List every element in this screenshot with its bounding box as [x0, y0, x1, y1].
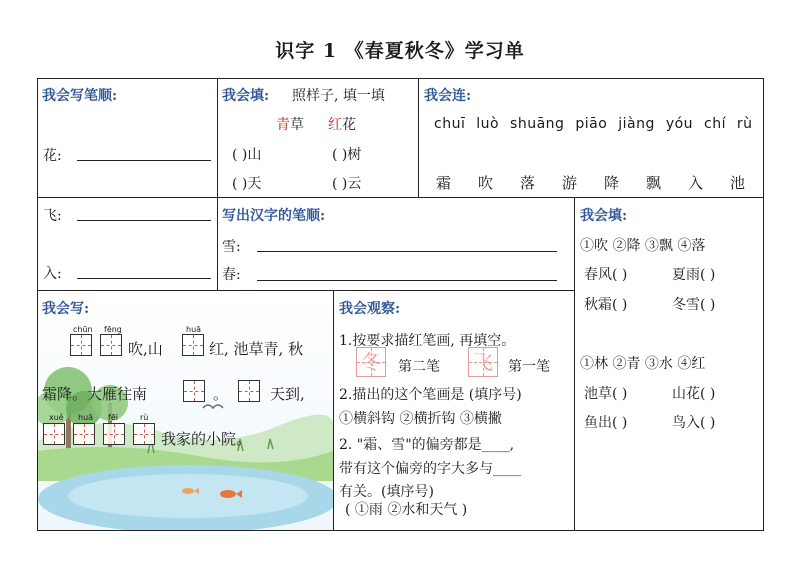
trace-box[interactable] [356, 347, 386, 377]
grid-line [217, 197, 418, 198]
example-word [328, 114, 356, 134]
fill-right-heading: 我会填: [580, 208, 628, 224]
pinyin-label: huā [186, 325, 202, 334]
connect-char[interactable]: 飘 [646, 174, 662, 192]
writing-box[interactable] [70, 334, 92, 356]
writing-box[interactable] [183, 380, 205, 402]
answer-line[interactable] [257, 251, 557, 252]
connect-char[interactable]: 游 [562, 174, 578, 192]
sentence-text: 吹,山 [128, 340, 163, 358]
fill-blank[interactable]: 春风( ) [584, 267, 628, 283]
stroke-item-label: 入: [43, 266, 62, 282]
connect-char[interactable]: 吹 [478, 174, 494, 192]
fill-blank[interactable]: 鸟入( ) [672, 415, 716, 431]
fill-blank[interactable]: 秋霜( ) [584, 297, 628, 313]
answer-line[interactable] [77, 278, 211, 279]
options-row: ①吹 ②降 ③飘 ④落 [580, 238, 706, 254]
pinyin-label: fēng [104, 325, 122, 334]
example-char: 草 [290, 117, 304, 133]
fill-blank[interactable]: ( )云 [332, 176, 362, 192]
grid-line [574, 197, 575, 531]
pinyin-label: chūn [73, 325, 93, 334]
connect-heading: 我会连: [424, 88, 472, 104]
connect-char-row [436, 172, 750, 193]
fill-blank[interactable]: 池草( ) [584, 386, 628, 402]
connect-char[interactable]: 池 [730, 174, 746, 192]
stroke-item-label: 飞: [43, 208, 62, 224]
grid-line [333, 290, 334, 531]
answer-line[interactable] [77, 220, 211, 221]
stroke-order-heading: 写出汉字的笔顺: [222, 208, 326, 224]
observe-heading: 我会观察: [339, 301, 401, 317]
sentence-text: 霜降。大雁往南 [42, 385, 148, 403]
example-red-char: 青 [276, 117, 290, 133]
answer-line[interactable] [257, 280, 557, 281]
connect-char[interactable]: 降 [604, 174, 620, 192]
writing-box[interactable] [238, 380, 260, 402]
fill-blank[interactable]: ( )天 [232, 176, 262, 192]
question-text: 1.按要求描红笔画, 再填空。 [339, 333, 516, 349]
options-row: ( ①雨 ②水和天气 ) [345, 502, 468, 518]
trace-char: 冬 [361, 350, 381, 374]
connect-char[interactable]: 霜 [436, 174, 452, 192]
pinyin-label: huā [78, 413, 94, 422]
pinyin-label: rù [140, 413, 149, 422]
page-title: 识字 1 《春夏秋冬》学习单 [275, 40, 525, 62]
answer-line[interactable] [77, 160, 211, 161]
sentence-text: 我家的小院。 [161, 430, 252, 448]
grid-line [217, 78, 218, 290]
writing-box[interactable] [100, 334, 122, 356]
writing-box[interactable] [43, 423, 65, 445]
stroke-order-label: 雪: [222, 239, 241, 255]
trace-label: 第二笔 [398, 359, 440, 375]
options-row: ①横斜钩 ②横折钩 ③横撇 [339, 411, 502, 427]
writing-box[interactable] [73, 423, 95, 445]
write-heading: 我会写: [42, 301, 90, 317]
example-word [276, 114, 304, 134]
fill-blank[interactable]: ( )山 [232, 147, 262, 163]
writing-box[interactable] [182, 334, 204, 356]
fill-pattern-heading: 我会填: [222, 88, 270, 104]
options-row: ①林 ②青 ③水 ④红 [580, 356, 706, 372]
sentence-text: 红, 池草青, 秋 [209, 340, 304, 358]
question-text: 带有这个偏旁的字大多与____ [339, 461, 521, 477]
trace-label: 第一笔 [508, 359, 550, 375]
fill-blank[interactable]: 冬雪( ) [672, 297, 716, 313]
stroke-order-label: 春: [222, 267, 241, 283]
fill-blank[interactable]: 山花( ) [672, 386, 716, 402]
fill-blank[interactable]: 夏雨( ) [672, 267, 716, 283]
fill-pattern-instruction: 照样子, 填一填 [292, 88, 385, 104]
connect-char[interactable]: 落 [520, 174, 536, 192]
writing-box[interactable] [133, 423, 155, 445]
pinyin-row: chuī luò shuāng piāo jiàng yóu chí rù [434, 116, 753, 132]
trace-box[interactable] [468, 347, 498, 377]
pinyin-label: fēi [108, 413, 118, 422]
sentence-text: 。 [213, 385, 229, 403]
example-char: 花 [342, 117, 356, 133]
example-red-char: 红 [328, 117, 342, 133]
question-text: 2.描出的这个笔画是 (填序号) [339, 387, 522, 403]
grid-line [418, 78, 419, 197]
writing-box[interactable] [103, 423, 125, 445]
question-text: 有关。(填序号) [339, 484, 434, 500]
connect-char[interactable]: 入 [688, 174, 704, 192]
fill-blank[interactable]: ( )树 [332, 147, 362, 163]
grid-line [574, 197, 764, 198]
pinyin-label: xuě [49, 413, 64, 422]
trace-char: 飞 [473, 350, 493, 374]
question-text: 2. "霜、雪"的偏旁都是____, [339, 437, 515, 453]
sentence-text: 天到, [270, 385, 305, 403]
stroke-item-label: 花: [43, 148, 62, 164]
write-strokes-heading: 我会写笔顺: [42, 88, 118, 104]
fill-blank[interactable]: 鱼出( ) [584, 415, 628, 431]
